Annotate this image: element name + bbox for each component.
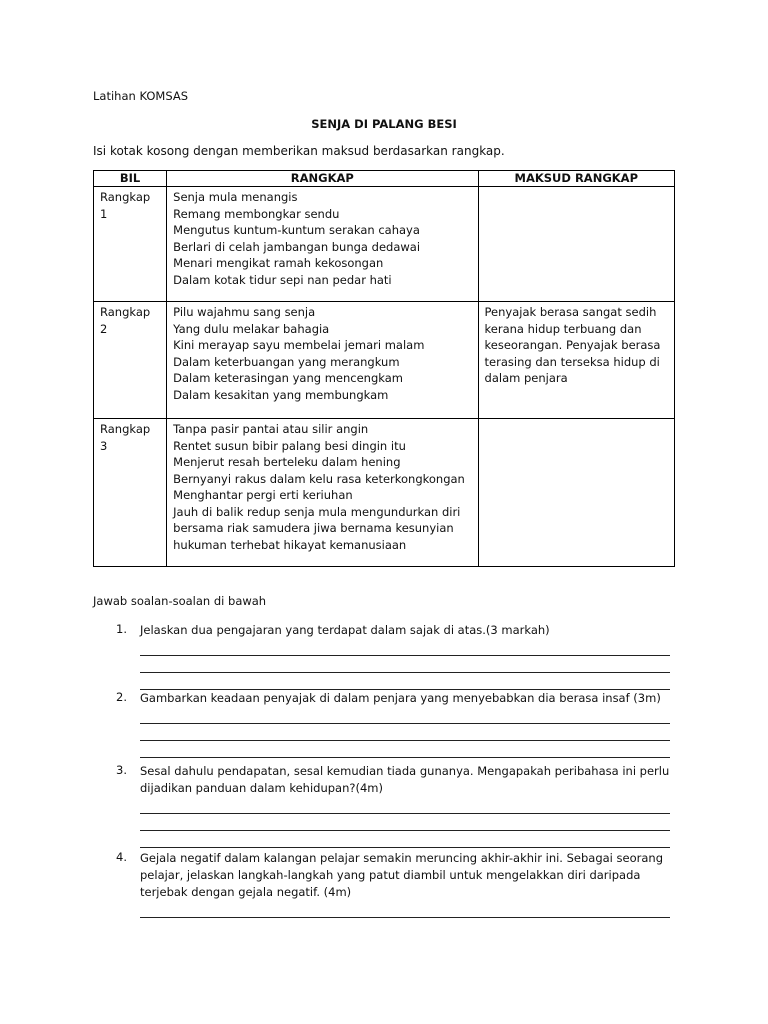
poem-line: Dalam kesakitan yang membungkam [173, 387, 389, 402]
bil-cell: Rangkap 2 [94, 302, 167, 419]
answer-line[interactable] [140, 707, 670, 724]
maksud-cell: Penyajak berasa sangat sedih kerana hidup terbuang dan keseorangan. Penyajak berasa terasing dan terseksa hidup di dalam penjara [478, 302, 674, 419]
question-number: 2. [116, 690, 127, 704]
question-4 [116, 850, 676, 918]
maksud-cell-empty[interactable] [478, 187, 674, 302]
answer-line[interactable] [140, 814, 670, 831]
question-1 [116, 622, 676, 690]
answer-line[interactable] [140, 797, 670, 814]
poem-line: Kini merayap sayu membelai jemari malam [173, 338, 425, 352]
instruction-text: Isi kotak kosong dengan memberikan maksud berdasarkan rangkap. [93, 144, 505, 158]
question-number: 1. [116, 622, 127, 636]
poem-line: Pilu wajahmu sang senja [173, 305, 316, 319]
table-row-rangkap-1 [94, 187, 675, 302]
poem-line: Bernyanyi rakus dalam kelu rasa keterkongkongan [173, 471, 465, 486]
poem-line: Jauh di balik redup senja mula mengundurkan diri [173, 504, 461, 519]
worksheet-label: Latihan KOMSAS [93, 89, 189, 103]
question-text: Jelaskan dua pengajaran yang terdapat dalam sajak di atas.(3 markah) [140, 623, 550, 637]
poem-line: Menjerut resah berteleku dalam hening [173, 455, 401, 469]
question-text: Gejala negatif dalam kalangan pelajar semakin meruncing akhir-akhir ini. Sebagai seorang pelajar, jelaskan langkah-langkah yang patut diambil untuk mengelakkan diri daripada terjebak dengan gejala negatif. (4m) [140, 851, 664, 899]
table-row-rangkap-2 [94, 302, 675, 419]
table-header-row [94, 171, 675, 187]
rangkap-table [93, 170, 675, 567]
poem-line: Menari mengikat ramah kekosongan [173, 256, 384, 270]
question-2 [116, 690, 676, 758]
poem-line: Remang membongkar sendu [173, 206, 340, 221]
column-header-bil: BIL [94, 171, 167, 187]
poem-line: Senja mula menangis [173, 190, 298, 204]
poem-line: Dalam keterbuangan yang merangkum [173, 354, 400, 369]
answer-line[interactable] [140, 656, 670, 673]
questions-heading: Jawab soalan-soalan di bawah [93, 594, 267, 608]
poem-line: Berlari di celah jambangan bunga dedawai [173, 239, 421, 254]
bil-cell: Rangkap 1 [94, 187, 167, 302]
question-text: Gambarkan keadaan penyajak di dalam penjara yang menyebabkan dia berasa insaf (3m) [140, 691, 661, 705]
poem-line: hukuman terhebat hikayat kemanusiaan [173, 537, 407, 552]
bil-cell: Rangkap 3 [94, 419, 167, 567]
poem-line: Tanpa pasir pantai atau silir angin [173, 422, 369, 436]
answer-line[interactable] [140, 901, 670, 918]
poem-line: bersama riak samudera jiwa bernama kesunyian [173, 521, 454, 535]
answer-line[interactable] [140, 831, 670, 848]
poem-line: Yang dulu melakar bahagia [173, 321, 330, 336]
poem-line: Rentet susun bibir palang besi dingin itu [173, 438, 406, 453]
rangkap-lines-cell [167, 419, 478, 567]
answer-line[interactable] [140, 673, 670, 690]
answer-line[interactable] [140, 741, 670, 758]
question-3 [116, 763, 676, 848]
poem-line: Mengutus kuntum-kuntum serakan cahaya [173, 223, 420, 237]
question-number: 4. [116, 850, 127, 864]
table-row-rangkap-3 [94, 419, 675, 567]
answer-line[interactable] [140, 724, 670, 741]
rangkap-lines-cell [167, 187, 478, 302]
maksud-cell-empty[interactable] [478, 419, 674, 567]
poem-title: SENJA DI PALANG BESI [311, 117, 457, 131]
column-header-rangkap: RANGKAP [167, 171, 478, 187]
rangkap-lines-cell [167, 302, 478, 419]
question-text: Sesal dahulu pendapatan, sesal kemudian tiada gunanya. Mengapakah peribahasa ini perlu dijadikan panduan dalam kehidupan?(4m) [140, 764, 670, 795]
poem-line: Dalam keterasingan yang mencengkam [173, 371, 403, 385]
poem-line: Dalam kotak tidur sepi nan pedar hati [173, 272, 392, 287]
question-number: 3. [116, 763, 127, 777]
column-header-maksud: MAKSUD RANGKAP [478, 171, 674, 187]
poem-line: Menghantar pergi erti keriuhan [173, 488, 353, 502]
answer-line[interactable] [140, 639, 670, 656]
